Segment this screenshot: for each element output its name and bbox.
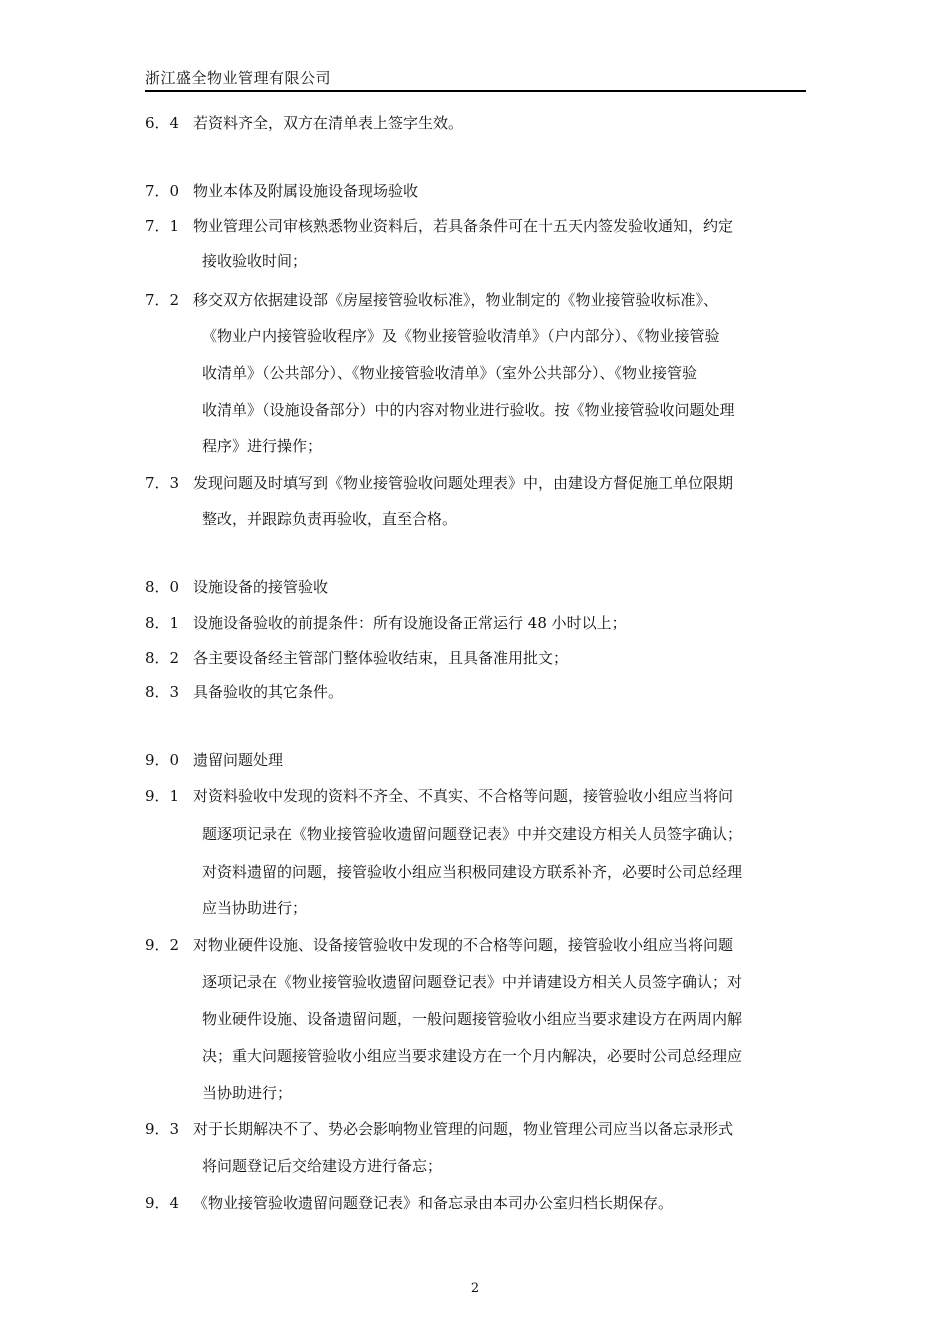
clause-text: 设施设备的接管验收 — [193, 578, 329, 596]
clause-number: 9．4 — [145, 1194, 180, 1212]
clause-text: 物业管理公司审核熟悉物业资料后，若具备条件可在十五天内签发验收通知，约定 — [193, 217, 734, 235]
clause-text: 物业本体及附属设施设备现场验收 — [193, 182, 419, 200]
clause-number: 9．1 — [145, 787, 180, 805]
clause-number: 8．1 — [145, 614, 180, 632]
page-number: 2 — [470, 1281, 480, 1296]
clause-text: 收清单》（设施设备部分）中的内容对物业进行验收。按《物业接管验收问题处理 — [202, 401, 735, 419]
clause-number: 7．3 — [145, 474, 180, 492]
company-name: 浙江盛全物业管理有限公司 — [145, 69, 332, 87]
clause-text: 《物业户内接管验收程序》及《物业接管验收清单》（户内部分）、《物业接管验 — [202, 327, 720, 345]
clause-text: 对资料遗留的问题，接管验收小组应当积极同建设方联系补齐，必要时公司总经理 — [202, 863, 743, 881]
clause-text: 接收验收时间； — [202, 252, 308, 270]
clause-text: 对物业硬件设施、设备接管验收中发现的不合格等问题，接管验收小组应当将问题 — [193, 936, 734, 954]
clause-text: 逐项记录在《物业接管验收遗留问题登记表》中并请建设方相关人员签字确认；对 — [202, 973, 743, 991]
clause-text: 各主要设备经主管部门整体验收结束，且具备准用批文； — [193, 649, 569, 667]
clause-text: 发现问题及时填写到《物业接管验收问题处理表》中，由建设方督促施工单位限期 — [193, 474, 734, 492]
clause-text: 《物业接管验收遗留问题登记表》和备忘录由本司办公室归档长期保存。 — [193, 1194, 674, 1212]
clause-text: 具备验收的其它条件。 — [193, 683, 344, 701]
clause-number: 6．4 — [145, 114, 180, 132]
clause-number: 9．0 — [145, 751, 180, 769]
clause-text: 将问题登记后交给建设方进行备忘； — [202, 1157, 443, 1175]
clause-number: 8．3 — [145, 683, 180, 701]
clause-text: 收清单》（公共部分）、《物业接管验收清单》（室外公共部分）、《物业接管验 — [202, 364, 698, 382]
clause-number: 8．0 — [145, 578, 180, 596]
clause-text: 整改，并跟踪负责再验收，直至合格。 — [202, 510, 458, 528]
clause-text: 题逐项记录在《物业接管验收遗留问题登记表》中并交建设方相关人员签字确认； — [202, 825, 743, 843]
clause-number: 7．2 — [145, 291, 180, 309]
clause-number: 8．2 — [145, 649, 180, 667]
clause-text: 物业硬件设施、设备遗留问题，一般问题接管验收小组应当要求建设方在两周内解 — [202, 1010, 743, 1028]
clause-number: 9．3 — [145, 1120, 180, 1138]
clause-number: 7．1 — [145, 217, 180, 235]
clause-number: 7．0 — [145, 182, 180, 200]
clause-text: 遗留问题处理 — [193, 751, 284, 769]
clause-text: 若资料齐全，双方在清单表上签字生效。 — [193, 114, 464, 132]
clause-text: 对于长期解决不了、势必会影响物业管理的问题，物业管理公司应当以备忘录形式 — [193, 1120, 734, 1138]
clause-text: 设施设备验收的前提条件：所有设施设备正常运行 48 小时以上； — [193, 614, 627, 632]
clause-text: 对资料验收中发现的资料不齐全、不真实、不合格等问题，接管验收小组应当将问 — [193, 787, 734, 805]
clause-text: 决；重大问题接管验收小组应当要求建设方在一个月内解决，必要时公司总经理应 — [202, 1047, 743, 1065]
clause-text: 程序》进行操作； — [202, 437, 323, 455]
clause-text: 移交双方依据建设部《房屋接管验收标准》，物业制定的《物业接管验收标准》、 — [193, 291, 719, 309]
page-header — [145, 66, 806, 92]
clause-number: 9．2 — [145, 936, 180, 954]
clause-text: 应当协助进行； — [202, 899, 308, 917]
clause-text: 当协助进行； — [202, 1084, 293, 1102]
